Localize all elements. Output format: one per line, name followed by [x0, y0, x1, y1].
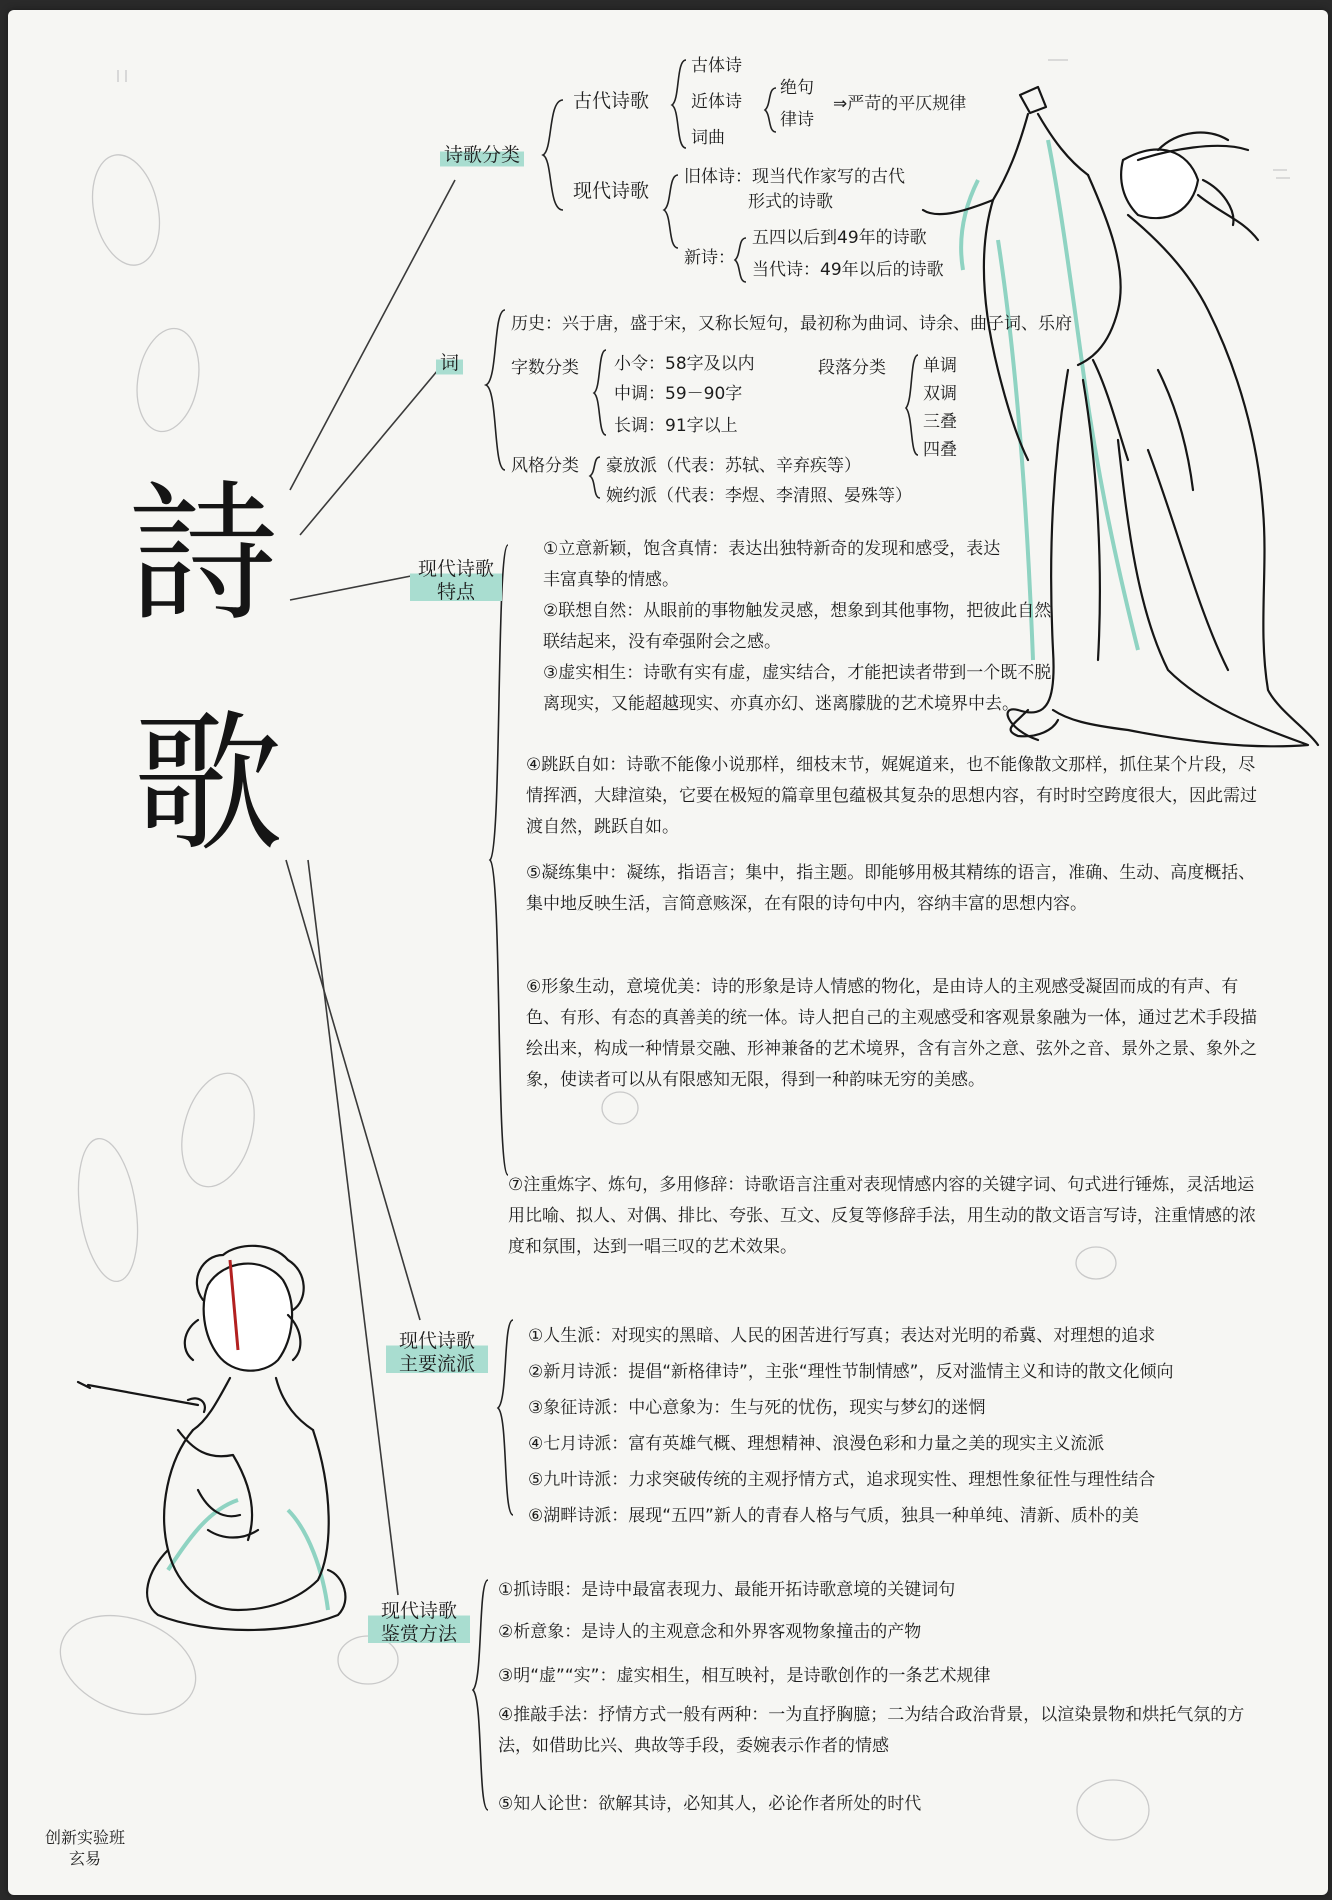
- branch-label-features: 现代诗歌特点: [410, 556, 502, 606]
- feature-body: 从眼前的事物触发灵感，想象到其他事物，把彼此自然联结起来，没有牵强附会之感。: [543, 601, 1052, 652]
- ci-style-label: 风格分类: [511, 456, 579, 476]
- method-item-1: ①抓诗眼：是诗中最富表现力、最能开拓诗歌意境的关键词句: [498, 1580, 956, 1600]
- feature-head: ④跳跃自如：: [526, 755, 627, 775]
- school-item-2: ②新月诗派：提倡“新格律诗”，主张“理性节制情感”，反对滥情主义和诗的散文化倾向: [528, 1362, 1174, 1382]
- jinti-sub-lvshi: 律诗: [780, 110, 814, 130]
- ancient-item-guti: 古体诗: [691, 56, 742, 76]
- title-char-shi: 詩: [128, 468, 279, 642]
- feature-item-7: [508, 1170, 1268, 1263]
- ci-word-count-changdiao: 长调：91字以上: [614, 416, 738, 436]
- school-item-6: ⑥湖畔诗派：展现“五四”新人的青春人格与气质，独具一种单纯、清新、质朴的美: [528, 1506, 1139, 1526]
- modern-poetry-label: 现代诗歌: [573, 180, 650, 202]
- ci-paragraph-sandie: 三叠: [923, 412, 957, 432]
- ci-paragraph-dandiao: 单调: [923, 356, 957, 376]
- old-style-poetry-line1: 旧体诗：现当代作家写的古代: [684, 167, 905, 187]
- signature-author: 玄易: [68, 1848, 101, 1868]
- mind-map-lines: [8, 10, 1328, 1895]
- new-poetry-label: 新诗：: [684, 248, 735, 268]
- school-item-1: ①人生派：对现实的黑暗、人民的困苦进行写真；表达对光明的希冀、对理想的追求: [528, 1326, 1156, 1346]
- ci-style-wanyue: 婉约派（代表：李煜、李清照、晏殊等）: [606, 486, 912, 506]
- ci-style-haofang: 豪放派（代表：苏轼、辛弃疾等）: [606, 456, 861, 476]
- school-item-3: ③象征诗派：中心意象为：生与死的忧伤，现实与梦幻的迷惘: [528, 1398, 986, 1418]
- feature-head: ②联想自然：: [543, 601, 644, 621]
- ci-paragraph-shuangdiao: 双调: [923, 384, 957, 404]
- feature-body: 诗歌有实有虚，虚实结合，才能把读者带到一个既不脱离现实，又能超越现实、亦真亦幻、迷离朦胧的艺术境界中去。: [543, 663, 1052, 714]
- ci-paragraph-label: 段落分类: [818, 358, 886, 378]
- signature: [30, 1828, 140, 1870]
- branch-label-methods: 现代诗歌鉴赏方法: [368, 1598, 470, 1648]
- feature-head: ⑦注重炼字、炼句，多用修辞：: [508, 1175, 745, 1195]
- ci-word-count-zhongdiao: 中调：59－90字: [614, 384, 743, 404]
- mind-map-sheet: [8, 10, 1328, 1895]
- feature-item-3: [543, 658, 1053, 720]
- ci-history: 历史：兴于唐，盛于宋，又称长短句，最初称为曲词、诗余、曲子词、乐府: [511, 314, 1072, 334]
- old-style-poetry-line2: 形式的诗歌: [748, 192, 833, 212]
- method-item-5: ⑤知人论世：欲解其诗，必知其人，必论作者所处的时代: [498, 1794, 922, 1814]
- feature-body: 凝练，指语言；集中，指主题。即能够用极其精练的语言，准确、生动、高度概括、集中地反映生活，言简意赅深，在有限的诗句中内，容纳丰富的思想内容。: [526, 863, 1256, 914]
- feature-head: ⑤凝练集中：: [526, 863, 627, 883]
- ci-paragraph-sidie: 四叠: [923, 440, 957, 460]
- school-item-4: ④七月诗派：富有英雄气概、理想精神、浪漫色彩和力量之美的现实主义流派: [528, 1434, 1105, 1454]
- ancient-poetry-label: 古代诗歌: [573, 90, 650, 112]
- new-poetry-item-2: 当代诗：49年以后的诗歌: [752, 260, 944, 280]
- feature-item-2: [543, 596, 1053, 658]
- ancient-item-ciqu: 词曲: [691, 128, 725, 148]
- branch-connectors: [286, 180, 455, 1595]
- method-item-3: ③明“虚”“实”：虚实相生，相互映衬，是诗歌创作的一条艺术规律: [498, 1666, 991, 1686]
- pingze-rule: ⇒严苛的平仄规律: [833, 94, 967, 114]
- branch-label-schools: 现代诗歌主要流派: [386, 1328, 488, 1378]
- branch-label-ci: 词: [436, 350, 463, 377]
- feature-body: 表达出独特新奇的发现和感受，表达丰富真挚的情感。: [543, 539, 1001, 590]
- ci-word-count-xiaoling: 小令：58字及以内: [614, 354, 755, 374]
- signature-class: 创新实验班: [44, 1828, 125, 1847]
- feature-item-1: [543, 534, 1013, 596]
- lady-figure: [78, 1246, 345, 1630]
- ancient-item-jinti: 近体诗: [691, 92, 742, 112]
- feature-head: ③虚实相生：: [543, 663, 644, 683]
- ci-word-count-label: 字数分类: [511, 358, 579, 378]
- new-poetry-item-1: 五四以后到49年的诗歌: [752, 228, 927, 248]
- method-item-2: ②析意象：是诗人的主观意念和外界客观物象撞击的产物: [498, 1622, 922, 1642]
- feature-head: ①立意新颖，饱含真情：: [543, 539, 729, 559]
- feature-body: 诗歌不能像小说那样，细枝末节，娓娓道来，也不能像散文那样，抓住某个片段，尽情挥洒，大肆渲染，它要在极短的篇章里包蕴极其复杂的思想内容，有时时空跨度很大，因此需过渡自然，跳跃自如。: [526, 755, 1257, 837]
- feature-item-4: [526, 750, 1266, 843]
- school-item-5: ⑤九叶诗派：力求突破传统的主观抒情方式，追求现实性、理想性象征性与理性结合: [528, 1470, 1156, 1490]
- feature-item-6: [526, 972, 1266, 1096]
- title-char-ge: 歌: [133, 698, 284, 872]
- method-item-4: ④推敲手法：抒情方式一般有两种：一为直抒胸臆；二为结合政治背景，以渲染景物和烘托气氛的方法，如借助比兴、典故等手段，委婉表示作者的情感: [498, 1705, 1245, 1756]
- jinti-sub-jueju: 绝句: [780, 78, 814, 98]
- feature-item-5: [526, 858, 1266, 920]
- feature-head: ⑥形象生动，意境优美：: [526, 977, 712, 997]
- feature-body: 诗歌语言注重对表现情感内容的关键字词、句式进行锤炼，灵活地运用比喻、拟人、对偶、排比、夸张、互文、反复等修辞手法，用生动的散文语言写诗，注重情感的浓度和氛围，达到一唱三叹的艺术效果。: [508, 1175, 1256, 1257]
- branch-label-classification: 诗歌分类: [440, 142, 524, 169]
- feature-body: 诗的形象是诗人情感的物化，是由诗人的主观感受凝固而成的有声、有色、有形、有态的真善美的统一体。诗人把自己的主观感受和客观景象融为一体，通过艺术手段描绘出来，构成一种情景交融、形神兼备的艺术境界，含有言外之意、弦外之音、景外之景、象外之象，使读者可以从有限感知无限，得到一种韵味无穷的美感。: [526, 977, 1257, 1090]
